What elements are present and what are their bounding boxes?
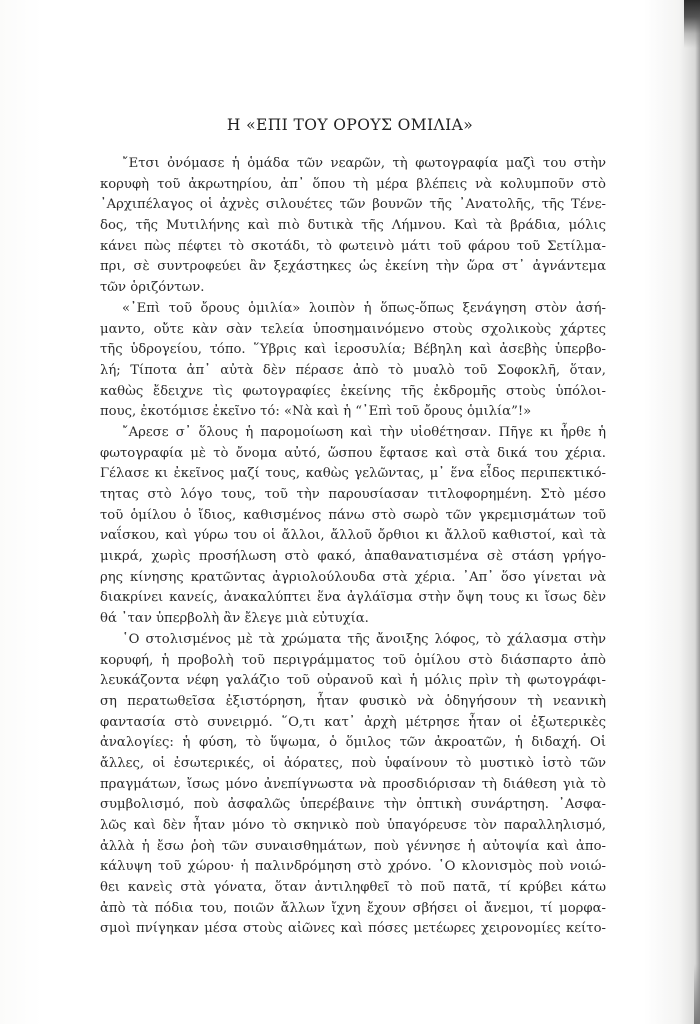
text-line: ση περατωθεῖσα ἐξιστόρηση, ἦταν φυσικὸ νὰ ὁδηγήσουν τὴ νεανικὴ bbox=[100, 693, 606, 709]
text-line: κορυφή, ἡ προβολὴ τοῦ περιγράμματος τοῦ ὁμίλου στὸ διάσπαρτο ἀπὸ bbox=[100, 652, 606, 668]
paragraph bbox=[100, 423, 606, 630]
text-line: ἀναλογίες: ἡ φύση, τὸ ὕψωμα, ὁ ὅμιλος τῶν ἀκροατῶν, ἡ διδαχή. Οἱ bbox=[100, 735, 606, 751]
text-line: κάνει πὼς πέφτει τὸ σκοτάδι, τὸ φωτεινὸ μάτι τοῦ φάρου τοῦ Σετίλμα- bbox=[100, 238, 606, 254]
text-line: «᾿Επὶ τοῦ ὄρους ὁμιλία» λοιπὸν ἡ ὅπως-ὅπως ξενάγηση στὸν ἀσή- bbox=[122, 300, 606, 316]
text-line: ἀπὸ τὰ πόδια του, ποιῶν ἄλλων ἴχνη ἔχουν σβήσει οἱ ἄνεμοι, τί μορφα- bbox=[100, 900, 606, 916]
text-line: λευκάζοντα νέφη γαλάζιο τοῦ οὐρανοῦ καὶ ἡ μόλις πρὶν τὴ φωτογράφι- bbox=[100, 673, 606, 689]
paragraph bbox=[100, 299, 606, 423]
text-line: τοῦ ὁμίλου ὁ ἴδιος, καθισμένος πάνω στὸ σωρὸ τῶν γκρεμισμάτων τοῦ bbox=[100, 507, 606, 523]
text-line: ῎Αρεσε σ᾿ ὅλους ἡ παρομοίωση καὶ τὴν υἱοθέτησαν. Πῆγε κι ἦρθε ἡ bbox=[122, 424, 606, 440]
text-line: θει κανεὶς στὰ γόνατα, ὅταν ἀντιληφθεῖ τὸ ποῦ πατᾶ, τί κρύβει κάτω bbox=[100, 880, 606, 896]
text-line: δος, τῆς Μυτιλήνης καὶ πιὸ δυτικὰ τῆς Λήμνου. Καὶ τὰ βράδια, μόλις bbox=[100, 218, 606, 234]
text-line: θά ᾿ταν ὑπερβολὴ ἂν ἔλεγε μιὰ εὐτυχία. bbox=[100, 611, 369, 627]
text-line: μαντο, οὔτε κὰν σὰν τελεία ὑποσημαινόμενο στοὺς σχολικοὺς χάρτες bbox=[100, 321, 606, 337]
text-line: ρης κίνησης κρατῶντας ἀγριολούλουδα στὰ χέρια. ᾿Απ᾿ ὅσο γίνεται νὰ bbox=[100, 569, 606, 585]
text-line: ῾Ο στολισμένος μὲ τὰ χρώματα τῆς ἄνοιξης λόφος, τὸ χάλασμα στὴν bbox=[122, 631, 606, 647]
body-text bbox=[100, 154, 606, 940]
text-line: λῶς καὶ δὲν ἦταν μόνο τὸ σκηνικὸ ποὺ ὑπαγόρευσε τὸν παραλληλισμό, bbox=[100, 818, 606, 833]
text-line: πρι, σὲ συντροφεύει ἂν ξεχάστηκες ὡς ἐκείνη τὴν ὥρα στ᾿ ἀγνάντεμα bbox=[100, 259, 606, 275]
text-line: μικρά, χωρὶς προσήλωση στὸ φακό, ἀπαθανατισμένα σὲ στάση γρήγο- bbox=[100, 549, 606, 565]
page-edge-shadow bbox=[684, 0, 700, 48]
text-line: ῎Ετσι ὀνόμασε ἡ ὁμάδα τῶν νεαρῶν, τὴ φωτογραφία μαζὶ του στὴν bbox=[122, 156, 606, 171]
text-line: ἄλλες, οἱ ἐσωτερικές, οἱ ἀόρατες, ποὺ ὑφαίνουν τὸ μυστικὸ ἱστὸ τῶν bbox=[100, 755, 606, 771]
text-line: λή; Τίποτα ἀπ᾿ αὐτὰ δὲν πέρασε ἀπὸ τὸ μυαλὸ τοῦ Σοφοκλῆ, ὅταν, bbox=[100, 362, 606, 378]
text-line: πραγμάτων, ἴσως μόνο ἀνεπίγνωστα νὰ προσδιόρισαν τὴ διάθεση γιὰ τὸ bbox=[100, 776, 606, 792]
chapter-title: Η «ΕΠΙ ΤΟΥ ΟΡΟΥΣ ΟΜΙΛΙΑ» bbox=[226, 116, 474, 134]
page-edge-shadow-bottom bbox=[694, 964, 700, 1024]
text-line: ναΐσκου, καὶ γύρω του οἱ ἄλλοι, ἄλλοῦ ὄρθιοι κι ἄλλοῦ καθιστοί, καὶ τὰ bbox=[100, 528, 606, 544]
text-line: φαντασία στὸ συνειρμό. ῞Ο,τι κατ᾿ ἀρχὴ μέτρησε ἦταν οἱ ἐξωτερικὲς bbox=[100, 714, 606, 730]
text-line: ᾿Αρχιπέλαγος οἱ ἀχνὲς σιλουέτες τῶν βουνῶν τῆς ᾿Ανατολῆς, τῆς Τένε- bbox=[100, 197, 606, 213]
text-line: Γέλασε κι ἐκεῖνος μαζί τους, καθὼς γελῶντας, μ᾿ ἕνα εἶδος περιπεκτικό- bbox=[100, 466, 606, 482]
text-line: διακρίνει κανείς, ἀνακαλύπτει ἕνα ἀγλάϊσμα στὴν ὄψη τους κι ἴσως δὲν bbox=[100, 590, 606, 606]
paragraph bbox=[100, 630, 606, 940]
text-line: τῆς ὑδρογείου, τόπο. ῞Υβρις καὶ ἱεροσυλία; Βέβηλη καὶ ἀσεβὴς ὑπερβο- bbox=[100, 342, 606, 358]
text-line: τῶν ὁριζόντων. bbox=[100, 280, 205, 296]
text-line: καθὼς ἔδειχνε τὶς φωτογραφίες ἐκείνης τῆς ἐκδρομῆς στοὺς ὑπόλοι- bbox=[100, 383, 606, 399]
text-line: φωτογραφία μὲ τὸ ὄνομα αὐτό, ὥσπου ἔφτασε καὶ στὰ δικά του χέρια. bbox=[100, 445, 606, 461]
text-line: τητας στὸ λόγο τους, τοῦ τὴν παρουσίασαν τιτλοφορημένη. Στὸ μέσο bbox=[100, 487, 606, 502]
text-line: συμβολισμό, ποὺ ἀσφαλῶς ὑπερέβαινε τὴν ὀπτικὴ συνάρτηση. ᾿Ασφα- bbox=[100, 797, 606, 813]
text-line: σμοὶ πνίγηκαν μέσα στοὺς αἰῶνες καὶ πόσες μετέωρες χειρονομίες κείτο- bbox=[100, 921, 606, 937]
text-line: ἀλλὰ ἡ ἔσω ῥοὴ τῶν συναισθημάτων, ποὺ γέννησε ἡ αὐτοψία καὶ ἀπο- bbox=[100, 838, 606, 854]
text-line: κορυφὴ τοῦ ἀκρωτηρίου, ἀπ᾿ ὅπου τὴ μέρα βλέπεις νὰ κολυμποῦν στὸ bbox=[100, 176, 606, 192]
paragraph bbox=[100, 154, 606, 299]
text-line: πους, ἐκοτόμισε ἐκεῖνο τό: «Νὰ καὶ ἡ “᾿Επὶ τοῦ ὄρους ὁμιλία”!» bbox=[100, 404, 532, 420]
text-line: κάλυψη τοῦ χώρου· ἡ παλινδρόμηση στὸ χρόνο. ῾Ο κλονισμὸς ποὺ νοιώ- bbox=[100, 859, 606, 875]
